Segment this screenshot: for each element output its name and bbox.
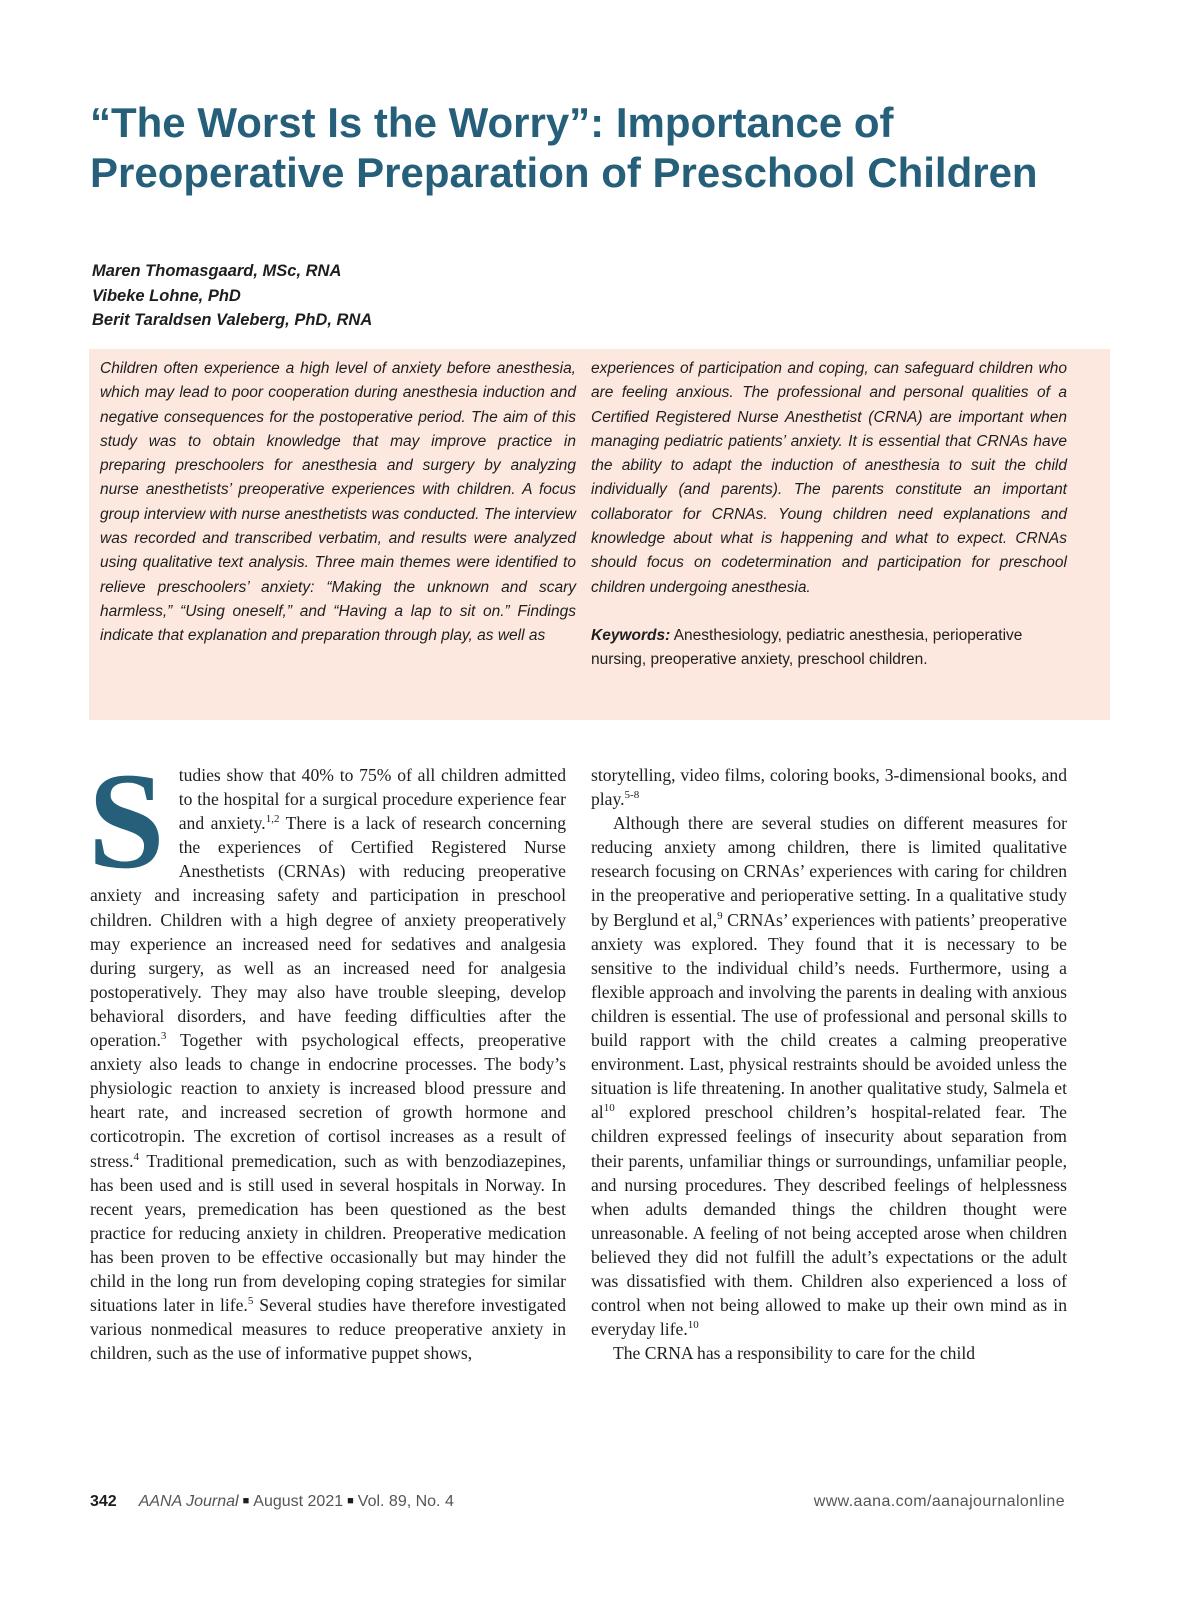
citation: 10 xyxy=(687,1319,699,1332)
citation: 9 xyxy=(717,909,723,922)
body-right-column xyxy=(591,763,1067,1365)
citation: 5-8 xyxy=(624,789,640,802)
author-name: Vibeke Lohne, PhD xyxy=(92,286,241,305)
issue-volume: Vol. 89, No. 4 xyxy=(357,1493,454,1510)
keywords-label: Keywords: xyxy=(591,626,671,644)
page-footer xyxy=(90,1493,1065,1511)
citation: 10 xyxy=(603,1102,615,1115)
body-paragraph: The CRNA has a responsibility to care for the child xyxy=(613,1343,976,1364)
keywords-text: Anesthesiology, pediatric anesthesia, perioperative nursing, preoperative anxiety, preschool children. xyxy=(591,626,1023,669)
keywords xyxy=(591,624,1067,673)
abstract-right-column xyxy=(591,357,1067,673)
citation: 5 xyxy=(247,1295,254,1308)
drop-cap: S xyxy=(88,744,165,897)
body-paragraph: storytelling, video films, coloring books, 3-dimensional books, and play.$^{5-8}$ xyxy=(591,765,1067,810)
journal-url[interactable]: www.aana.com/aanajournalonline xyxy=(813,1493,1065,1510)
body-left-column xyxy=(88,744,567,1365)
issue-date: August 2021 xyxy=(253,1493,344,1510)
citation: 1,2 xyxy=(265,813,280,826)
separator-icon: ■ xyxy=(347,1495,354,1507)
body-paragraph: Studies show that 40% to 75% of all children admitted to the hospital for a surgical procedure experience fear and anxiety.$^{1,2}$ There is a lack of research concerning the experiences of Certified Registered Nurse Anesthetists (CRNAs) with reducing preoperative anxiety and increasing safety and participation in preschool children. Children with a high degree of anxiety preoperatively may experience an increased need for sedatives and analgesia during surgery, as well as an increased need for analgesia postoperatively. They may also have trouble sleeping, develop behavioral disorders, and have feeding difficulties after the operation.$^3$ Together with psychological effects, preoperative anxiety also leads to change in endocrine processes. The body’s physiologic reaction to anxiety is increased blood pressure and heart rate, and increased secretion of growth hormone and corticotropin. The excretion of cortisol increases as a result of stress.$^4$ Traditional premedication, such as with benzodiazepines, has been used and is still used in several hospitals in Norway. In recent years, premedication has been questioned as the best practice for reducing anxiety in children. Preoperative medication has been proven to be effective occasionally but may hinder the child in the long run from developing coping strategies for similar situations later in life.$^5$ Several studies have therefore investigated various nonmedical measures to reduce preoperative anxiety in children, such as the use of informative puppet shows, xyxy=(88,744,567,1364)
citation: 3 xyxy=(160,1030,167,1043)
author-name: Maren Thomasgaard, MSc, RNA xyxy=(92,262,342,280)
citation: 4 xyxy=(133,1150,139,1163)
abstract-left-column: Children often experience a high level of anxiety before anesthesia, which may lead to poor cooperation during anesthesia induction and negative consequences for the postoperative period. The aim of this study was to obtain knowledge that may improve practice in preparing preschoolers for anesthesia and surgery by analyzing nurse anesthetists’ preoperative experiences with children. A focus group interview with nurse anesthetists was conducted. The interview was recorded and transcribed verbatim, and results were analyzed using qualitative text analysis. Three main themes were identified to relieve preschoolers’ anxiety: “Making the unknown and scary harmless,” “Using oneself,” and “Having a lap to sit on.” Findings indicate that explanation and preparation through play, as well as xyxy=(100,360,576,645)
author-name: Berit Taraldsen Valeberg, PhD, RNA xyxy=(92,311,373,329)
page-number: 342 xyxy=(90,1493,117,1510)
abstract-box xyxy=(89,349,1110,720)
journal-name: AANA Journal xyxy=(138,1493,239,1510)
author-list xyxy=(92,259,372,333)
body-paragraph: Although there are several studies on different measures for reducing anxiety among children, there is limited qualitative research focusing on CRNAs’ experiences with caring for children in the preoperative and perioperative setting. In a qualitative study by Berglund et al,$^9$ CRNAs’ experiences with patients’ preoperative anxiety was explored. They found that it is necessary to be sensitive to the individual child’s needs. Furthermore, using a flexible approach and involving the parents in dealing with anxious children is essential. The use of professional and personal skills to build rapport with the child creates a calming preoperative environment. Last, physical restraints should be avoided unless the situation is life threatening. In another qualitative study, Salmela et $al^{10}$ explored preschool children’s hospital-related fear. The children expressed feelings of insecurity about separation from their parents, unfamiliar things or surroundings, unfamiliar people, and nursing procedures. They described feelings of helplessness when adults demanded things the children thought were unreasonable. A feeling of not being accepted arose when children believed they did not fulfill the adult’s expectations or the adult was dissatisfied with them. Children also experienced a loss of control when not being allowed to make up their own mind as in everyday life.$^{10}$ xyxy=(591,813,1067,1340)
abstract-continued-text: experiences of participation and coping, can safeguard children who are feeling anxious. The professional and personal qualities of a Certified Registered Nurse Anesthetist (CRNA) are important when managing pediatric patients’ anxiety. It is essential that CRNAs have the ability to adapt the induction of anesthesia to suit the child individually (and parents). The parents constitute an important collaborator for CRNAs. Young children need explanations and knowledge about what is happening and what to expect. CRNAs should focus on codetermination and participation for preschool children undergoing anesthesia. xyxy=(591,360,1067,596)
separator-icon: ■ xyxy=(242,1495,250,1507)
article-title: “The Worst Is the Worry”: Importance of Preoperative Preparation of Preschool Children xyxy=(90,99,1038,196)
